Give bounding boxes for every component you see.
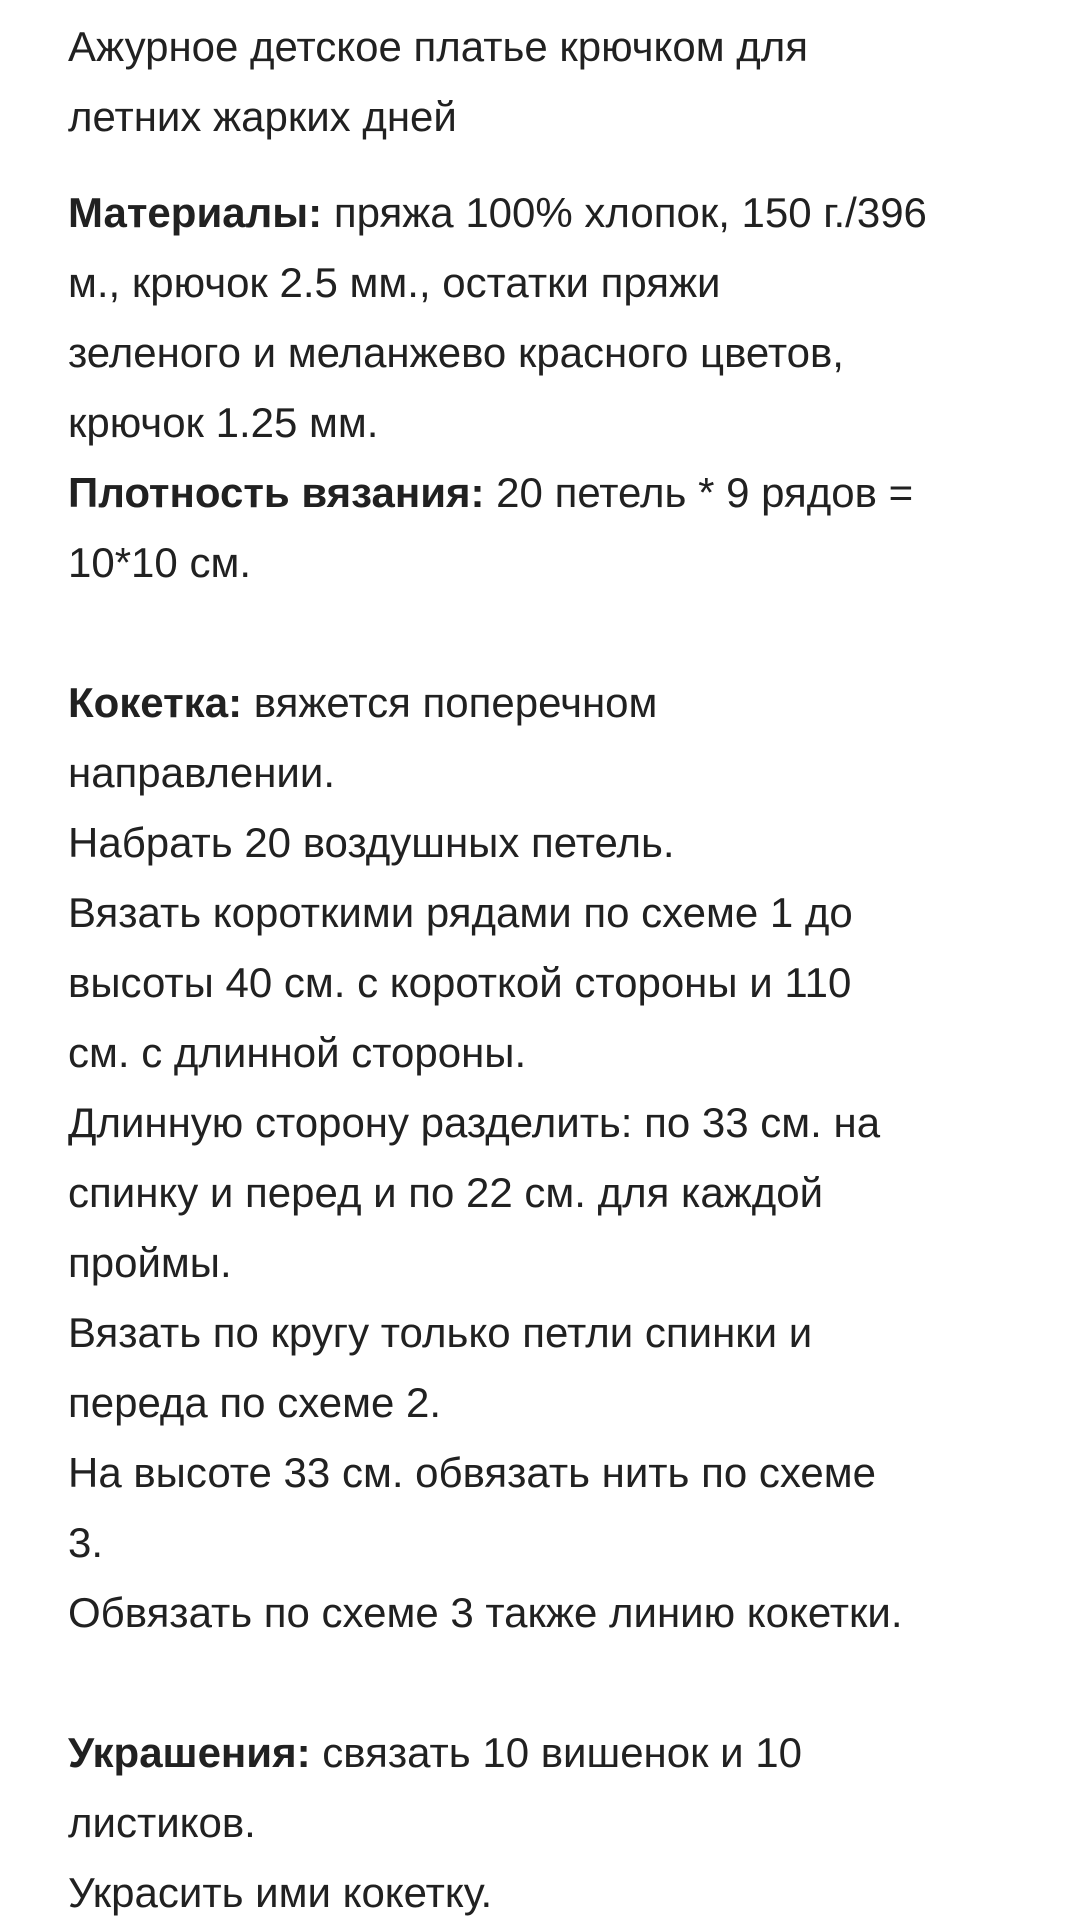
decorations-label: Украшения: xyxy=(68,1729,311,1776)
yoke-line: переда по схеме 2. xyxy=(68,1379,442,1426)
yoke-line: 3. xyxy=(68,1519,104,1566)
decorations-line xyxy=(68,1718,1040,1788)
decorations-text: связать 10 вишенок и 10 xyxy=(310,1729,802,1776)
spacer xyxy=(68,598,1040,668)
yoke-line: спинку и перед и по 22 см. для каждой xyxy=(68,1169,824,1216)
title-line: Ажурное детское платье крючком для xyxy=(68,23,809,70)
yoke-line: Обвязать по схеме 3 также линию кокетки. xyxy=(68,1589,903,1636)
materials-line: зеленого и меланжево красного цветов, xyxy=(68,329,844,376)
yoke-line xyxy=(68,668,1040,738)
yoke-label: Кокетка: xyxy=(68,679,243,726)
yoke-line: см. с длинной стороны. xyxy=(68,1029,527,1076)
gauge-section xyxy=(68,458,1040,598)
yoke-line: Длинную сторону разделить: по 33 см. на xyxy=(68,1099,881,1146)
yoke-line: проймы. xyxy=(68,1239,232,1286)
decorations-line: листиков. xyxy=(68,1799,256,1846)
gauge-line: 10*10 см. xyxy=(68,539,251,586)
yoke-section xyxy=(68,668,1040,1648)
gauge-text: 20 петель * 9 рядов = xyxy=(484,469,914,516)
yoke-line: Набрать 20 воздушных петель. xyxy=(68,819,675,866)
materials-line: крючок 1.25 мм. xyxy=(68,399,379,446)
yoke-line: направлении. xyxy=(68,749,336,796)
title-line: летних жарких дней xyxy=(68,93,457,140)
materials-line: м., крючок 2.5 мм., остатки пряжи xyxy=(68,259,721,306)
decorations-section xyxy=(68,1718,1040,1928)
materials-text: пряжа 100% хлопок, 150 г./396 xyxy=(322,189,927,236)
article-title xyxy=(68,12,1040,152)
yoke-line: Вязать короткими рядами по схеме 1 до xyxy=(68,889,853,936)
yoke-line: На высоте 33 см. обвязать нить по схеме xyxy=(68,1449,876,1496)
gauge-line xyxy=(68,458,1040,528)
decorations-line: Украсить ими кокетку. xyxy=(68,1869,493,1916)
spacer xyxy=(68,1648,1040,1718)
materials-label: Материалы: xyxy=(68,189,323,236)
yoke-line: высоты 40 см. с короткой стороны и 110 xyxy=(68,959,852,1006)
yoke-text: вяжется поперечном xyxy=(242,679,658,726)
yoke-line: Вязать по кругу только петли спинки и xyxy=(68,1309,813,1356)
gauge-label: Плотность вязания: xyxy=(68,469,485,516)
materials-line xyxy=(68,178,1040,248)
materials-section xyxy=(68,178,1040,458)
